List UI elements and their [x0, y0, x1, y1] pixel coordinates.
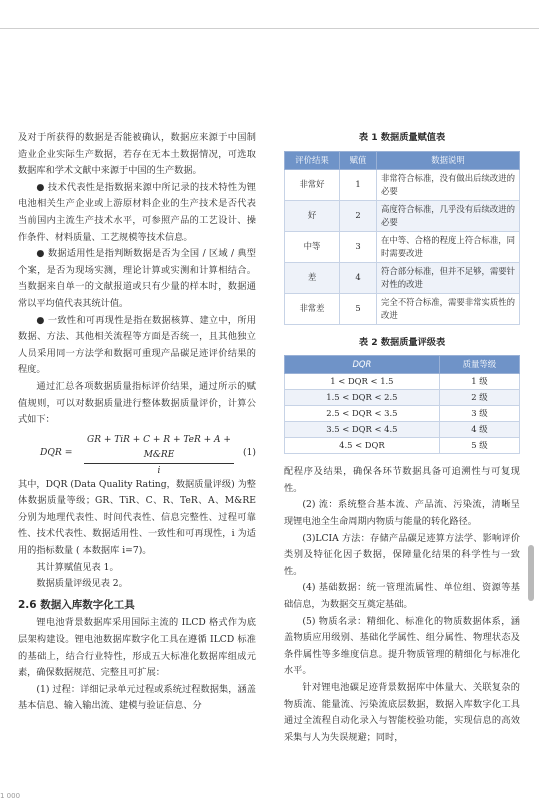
paragraph-automation: 针对锂电池碳足迹背景数据库中体量大、关联复杂的物质流、能量流、污染流底层数据，数据入库数字化工具通过全流程自动化录入与智能校验功能，实现信息的高效采集与人为失误规避；同时， — [284, 681, 520, 743]
formula-fraction — [84, 433, 234, 479]
dqr-formula — [18, 433, 256, 476]
table1-header: 评价结果 — [285, 151, 340, 169]
paragraph-ilcd: 锂电池背景数据库采用国际主流的 ILCD 格式作为底层架构建设。锂电池数据库数字化工具在遵循 ILCD 标准的基础上，结合行业特性，形成五大标准化数据库组成元素，确保数据规范、完整且可扩展： — [18, 617, 256, 679]
paragraph-tech-representativeness: ● 技术代表性是指数据来源中所记录的技术特性为锂电池相关生产企业或上游原材料企业的生产技术是否代表当前国内主流生产技术水平，可参照产品的工艺设计、操作条件、材料质量、工艺规模等技术信息。 — [18, 181, 256, 243]
table-cell: 符合部分标准，但并不足够，需要针对性的改进 — [377, 262, 520, 293]
scrollbar-thumb[interactable] — [528, 545, 534, 601]
table1-header: 数据说明 — [377, 151, 520, 169]
table-cell: 2 — [340, 200, 377, 231]
paragraph-table2-ref: 数据质量评级见表 2。 — [36, 578, 128, 590]
formula-numerator: GR + TiR + C + R + TeR + A + M&RE — [84, 433, 234, 464]
table-row — [285, 262, 520, 293]
table1-header: 赋值 — [340, 151, 377, 169]
table-cell: 3 — [340, 231, 377, 262]
table-cell: 5 级 — [439, 438, 519, 454]
table-cell: 3.5 < DQR < 4.5 — [285, 422, 440, 438]
table-cell: 4 — [340, 262, 377, 293]
data-quality-rating-table — [284, 355, 520, 454]
table-cell: 在中等、合格的程度上符合标准，同时需要改进 — [377, 231, 520, 262]
table-cell: 高度符合标准，几乎没有后续改进的必要 — [377, 200, 520, 231]
paragraph-data-applicability: ● 数据适用性是指判断数据是否为全国 / 区域 / 典型个案，是否为现场实测，理论计算或实测和计算相结合。当数据来自单一的文献报道或只有少量的样本时，数据通常以平均值代表其统计值。 — [18, 248, 256, 309]
header-rule — [0, 28, 539, 29]
table-row — [285, 374, 520, 390]
table-cell: 完全不符合标准，需要非常实质性的改进 — [377, 293, 520, 324]
table2-caption: 表 2 数据质量评级表 — [358, 336, 446, 348]
section-heading: 2.6 数据入库数字化工具 — [18, 598, 135, 611]
table-cell: 1 — [340, 169, 377, 200]
table1-caption: 表 1 数据质量赋值表 — [358, 132, 446, 143]
table-row — [285, 231, 520, 262]
formula-denominator: i — [157, 465, 161, 476]
table2-header: DQR — [285, 356, 440, 374]
table-cell: 2.5 < DQR < 3.5 — [285, 406, 440, 422]
table-row — [285, 200, 520, 231]
table-cell: 1.5 < DQR < 2.5 — [285, 390, 440, 406]
table2-header: 质量等级 — [439, 356, 519, 374]
table-cell: 3 级 — [439, 406, 519, 422]
paragraph-summary: 通过汇总各项数据质量指标评价结果，通过所示的赋值规则，可以对数据质量进行整体数据质量评价，计算公式如下： — [18, 380, 256, 426]
table-cell: 差 — [285, 262, 340, 293]
paragraph-formula-explanation: 其中，DQR (Data Quality Rating，数据质量评级) 为整体数据质量等级；GR、TiR、C、R、TeR、A、M&RE 分别为地理代表性、时间代表性、信息完整性、过程可靠性、技术代表性、数据适用性、一致性和可再现性，i 为适用的指标数量 ( 本数据库 i=7)。 — [18, 478, 256, 557]
table-cell: 中等 — [285, 231, 340, 262]
table1-header-row — [285, 151, 520, 169]
table-row — [285, 169, 520, 200]
page-number: 1 000 — [0, 792, 21, 800]
table-cell: 5 — [340, 293, 377, 324]
data-quality-assignment-table — [284, 151, 520, 325]
table-row — [285, 390, 520, 406]
table-row — [285, 438, 520, 454]
paragraph-basic-data: (4) 基础数据：统一管理流属性、单位组、资源等基础信息，为数据交互奠定基础。 — [284, 582, 520, 610]
left-column — [18, 130, 256, 715]
paragraph-data-source: 及对于所获得的数据是否能被确认，数据应来源于中国制造业企业实际生产数据，若存在无本土数据情况，可选取数据库和学术文献中来源于中国的生产数据。 — [18, 132, 256, 177]
paragraph-lcia: (3)LCIA 方法：存储产品碳足迹算方法学、影响评价类别及特征化因子数据，保障量化结果的科学性与一致性。 — [284, 532, 520, 577]
right-column — [284, 130, 520, 746]
table-cell: 非常好 — [285, 169, 340, 200]
table-cell: 1 < DQR < 1.5 — [285, 374, 440, 390]
table-cell: 4.5 < DQR — [285, 438, 440, 454]
table-cell: 非常差 — [285, 293, 340, 324]
paragraph-process: (1) 过程：详细记录单元过程或系统过程数据集，涵盖基本信息、输入输出流、建模与验证信息、分 — [18, 683, 256, 712]
table-cell: 4 级 — [439, 422, 519, 438]
table-row — [285, 422, 520, 438]
table-cell: 2 级 — [439, 390, 519, 406]
paragraph-flow: (2) 流：系统整合基本流、产品流、污染流，清晰呈现锂电池全生命周期内物质与能量的转化路径。 — [284, 499, 520, 527]
paragraph-process-cont: 配程序及结果，确保各环节数据具备可追溯性与可复现性。 — [284, 466, 520, 494]
table-cell: 1 级 — [439, 374, 519, 390]
table-cell: 非常符合标准，没有做出后续改进的必要 — [377, 169, 520, 200]
paragraph-consistency: ● 一致性和可再现性是指在数据核算、建立中，所用数据、方法、其他相关流程等方面是否统一，且其他独立人员采用同一方法学和数据可重现产品碳足迹评价结果的程度。 — [18, 314, 256, 376]
table2-header-row — [285, 356, 520, 374]
paragraph-substance-list: (5) 物质名录：精细化、标准化的物质数据体系，涵盖物质应用级别、基础化学属性、组分属性、物理状态及条件属性等多维度信息。提升物质管理的精细化与标准化水平。 — [284, 615, 520, 677]
table-row — [285, 293, 520, 324]
formula-lhs: DQR = — [40, 446, 73, 458]
table-cell: 好 — [285, 200, 340, 231]
equation-number: (1) — [242, 446, 256, 458]
paragraph-table1-ref: 其计算赋值见表 1。 — [36, 561, 119, 573]
table-row — [285, 406, 520, 422]
